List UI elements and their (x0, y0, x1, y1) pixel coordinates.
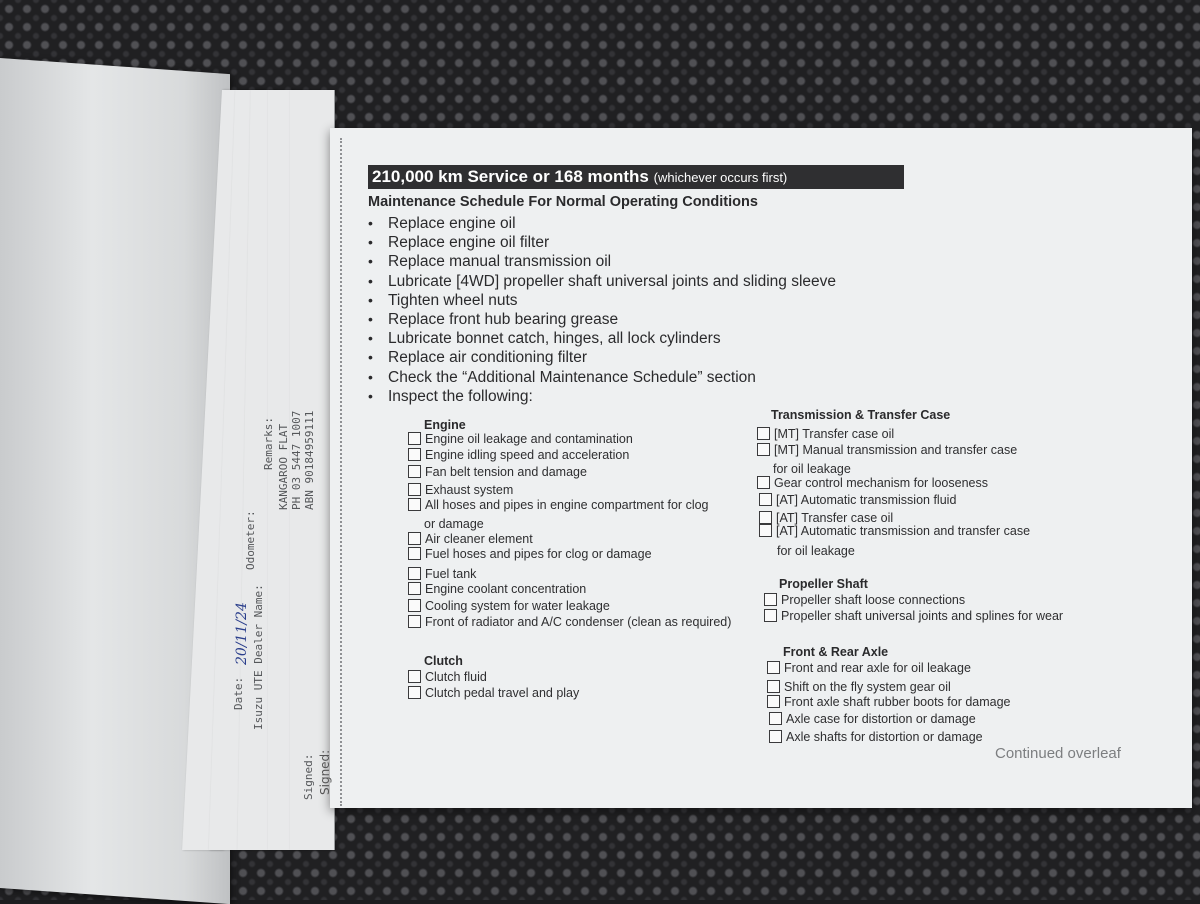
task-item: • Inspect the following: (368, 387, 836, 406)
checkbox[interactable] (408, 599, 421, 612)
checklist-item: Cooling system for water leakage (408, 599, 610, 614)
task-item: • Lubricate bonnet catch, hinges, all lock cylinders (368, 329, 836, 348)
continued-overleaf-note: Continued overleaf (995, 745, 1121, 762)
checkbox[interactable] (764, 609, 777, 622)
checklist-item: Axle case for distortion or damage (769, 712, 976, 727)
propeller-shaft-heading: Propeller Shaft (779, 577, 868, 591)
task-item: • Replace front hub bearing grease (368, 310, 836, 329)
signed-label: Signed: (318, 749, 332, 795)
checklist-item: Propeller shaft universal joints and splines for wear (764, 609, 1063, 624)
checkbox[interactable] (759, 511, 772, 524)
checkbox[interactable] (757, 476, 770, 489)
checklist-item: Front and rear axle for oil leakage (767, 661, 971, 676)
checkbox[interactable] (408, 615, 421, 628)
stub-dealer-phone: PH 03 5447 1007 (290, 410, 303, 510)
checklist-item: Front axle shaft rubber boots for damage (767, 695, 1011, 710)
checkbox[interactable] (757, 427, 770, 440)
checkbox[interactable] (767, 680, 780, 693)
stub-date-label: Date: (232, 676, 245, 710)
torn-stub-pages (182, 90, 342, 850)
checklist-item-continued: or damage (424, 517, 484, 531)
task-item: • Replace engine oil (368, 214, 836, 233)
stub-dealer-stamp: KANGAROO FLAT (277, 423, 290, 510)
checkbox[interactable] (757, 443, 770, 456)
checklist-item: Front of radiator and A/C condenser (clean as required) (408, 615, 731, 630)
service-interval-title: 210,000 km Service or 168 months (372, 167, 649, 186)
task-item: • Tighten wheel nuts (368, 291, 836, 310)
schedule-subheading: Maintenance Schedule For Normal Operating Conditions (368, 194, 758, 210)
checklist-item: Fuel tank (408, 567, 476, 582)
checklist-item: Clutch fluid (408, 670, 487, 685)
checklist-item: [AT] Transfer case oil (759, 511, 893, 526)
stub-dealer-abn: ABN 90184959111 (303, 410, 316, 510)
engine-heading: Engine (424, 418, 466, 432)
checkbox[interactable] (759, 524, 772, 537)
checklist-item: Engine coolant concentration (408, 582, 586, 597)
stub-remarks-label: Remarks: (262, 417, 275, 470)
checklist-item: Air cleaner element (408, 532, 533, 547)
checklist-item: Fuel hoses and pipes for clog or damage (408, 547, 652, 562)
checkbox[interactable] (769, 730, 782, 743)
checkbox[interactable] (408, 448, 421, 461)
checklist-item: Clutch pedal travel and play (408, 686, 579, 701)
checkbox[interactable] (408, 483, 421, 496)
checklist-item: Propeller shaft loose connections (764, 593, 965, 608)
checklist-item: [AT] Automatic transmission fluid (759, 493, 956, 508)
checkbox[interactable] (408, 498, 421, 511)
checkbox[interactable] (767, 695, 780, 708)
checklist-item: [AT] Automatic transmission and transfer case (759, 524, 1030, 539)
maintenance-task-list (368, 214, 836, 406)
stub-handwritten-date: 20/11/24 (234, 602, 250, 665)
checkbox[interactable] (759, 493, 772, 506)
checkbox[interactable] (769, 712, 782, 725)
checkbox[interactable] (408, 465, 421, 478)
task-item: • Lubricate [4WD] propeller shaft universal joints and sliding sleeve (368, 272, 836, 291)
checklist-item: Axle shafts for distortion or damage (769, 730, 983, 745)
stub-dealer-label: Isuzu UTE Dealer Name: (252, 584, 265, 730)
task-item: • Replace manual transmission oil (368, 252, 836, 271)
checkbox[interactable] (408, 532, 421, 545)
checkbox[interactable] (767, 661, 780, 674)
checkbox[interactable] (408, 582, 421, 595)
checklist-item: [MT] Manual transmission and transfer case (757, 443, 1017, 458)
checkbox[interactable] (408, 686, 421, 699)
checklist-item: Shift on the fly system gear oil (767, 680, 951, 695)
checkbox[interactable] (408, 670, 421, 683)
checklist-item: All hoses and pipes in engine compartment for clog (408, 498, 709, 513)
service-interval-banner (368, 165, 904, 189)
transmission-heading: Transmission & Transfer Case (771, 408, 951, 422)
checkbox[interactable] (764, 593, 777, 606)
checklist-item: Engine oil leakage and contamination (408, 432, 633, 447)
stub-signed-label: Signed: (302, 753, 315, 800)
stub-odometer-label: Odometer: (244, 510, 257, 570)
checklist-item-continued: for oil leakage (773, 462, 851, 476)
checklist-item-continued: for oil leakage (777, 544, 855, 558)
clutch-heading: Clutch (424, 654, 463, 668)
checklist-item: Gear control mechanism for looseness (757, 476, 988, 491)
task-item: • Check the “Additional Maintenance Schedule” section (368, 368, 836, 387)
axle-heading: Front & Rear Axle (783, 645, 889, 659)
checkbox[interactable] (408, 547, 421, 560)
checklist-item: Fan belt tension and damage (408, 465, 587, 480)
perforation-line (340, 138, 342, 806)
task-item: • Replace air conditioning filter (368, 348, 836, 367)
checklist-item: Exhaust system (408, 483, 513, 498)
checkbox[interactable] (408, 567, 421, 580)
checklist-item: Engine idling speed and acceleration (408, 448, 629, 463)
service-interval-note: (whichever occurs first) (653, 170, 788, 185)
checkbox[interactable] (408, 432, 421, 445)
task-item: • Replace engine oil filter (368, 233, 836, 252)
checklist-item: [MT] Transfer case oil (757, 427, 894, 442)
